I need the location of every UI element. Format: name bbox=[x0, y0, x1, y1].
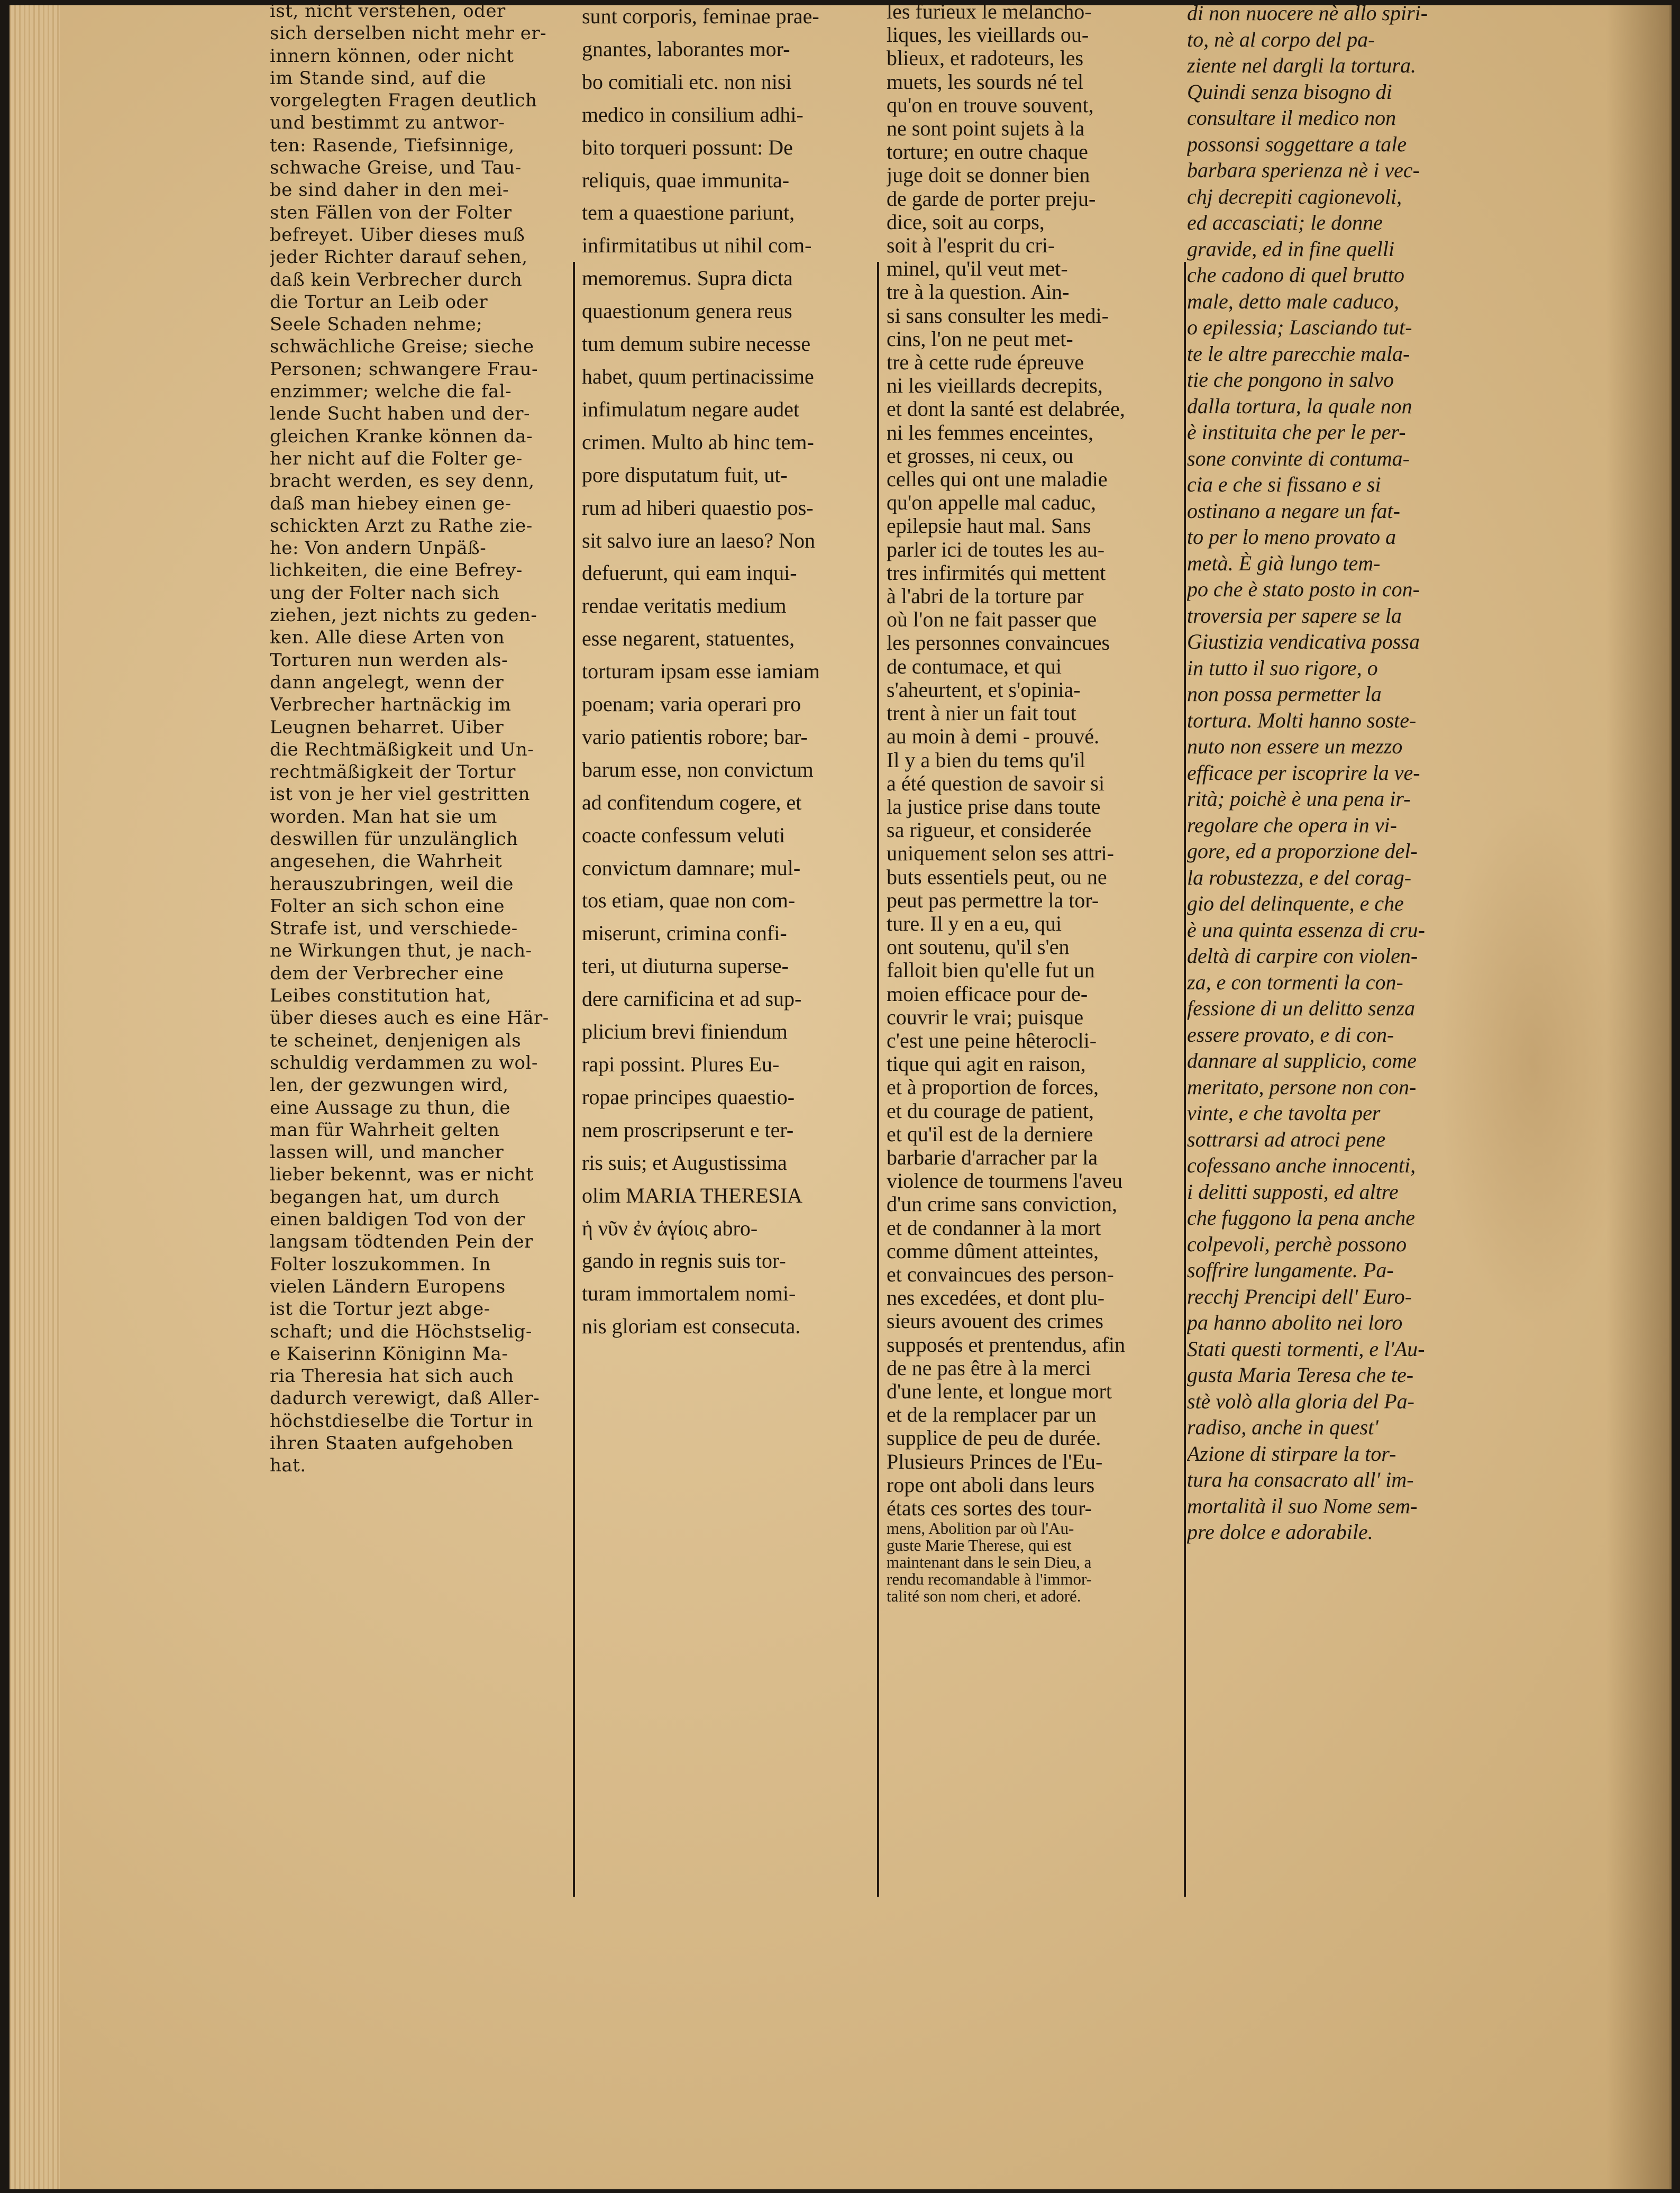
german-text-line: len, der gezwungen wird, bbox=[270, 1075, 509, 1096]
italian-text-line: cia e che si fissano e si bbox=[1187, 472, 1381, 496]
italian-text-line: recchj Prencipi dell' Euro- bbox=[1187, 1284, 1412, 1308]
german-text-line: e Kaiserinn Königinn Ma- bbox=[270, 1343, 508, 1364]
french-text-line: ni les vieillards decrepits, bbox=[887, 374, 1103, 398]
latin-text-line: dere carnificina et ad sup- bbox=[582, 987, 802, 1011]
german-text-line: schickten Arzt zu Rathe zie- bbox=[270, 515, 533, 536]
italian-text-line: to per lo meno provato a bbox=[1187, 525, 1396, 549]
latin-text-line: sit salvo iure an laeso? Non bbox=[582, 528, 815, 552]
italian-text-line: efficace per iscoprire la ve- bbox=[1187, 760, 1420, 785]
german-text-line: be sind daher in den mei- bbox=[270, 179, 509, 201]
french-text-line: minel, qu'il veut met- bbox=[887, 257, 1068, 281]
italian-text-line: ziente nel dargli la tortura. bbox=[1187, 53, 1416, 77]
german-text-line: die Rechtmäßigkeit und Un- bbox=[270, 739, 534, 760]
italian-text-line: deltà di carpire con violen- bbox=[1187, 944, 1418, 968]
french-text-line: buts essentiels peut, ou ne bbox=[887, 865, 1107, 889]
italian-text-line: dannare al supplicio, come bbox=[1187, 1049, 1417, 1072]
latin-text-line: crimen. Multo ab hinc tem- bbox=[582, 430, 814, 454]
latin-text-line: nis gloriam est consecuta. bbox=[582, 1314, 801, 1339]
italian-text-line: che fuggono la pena anche bbox=[1187, 1206, 1415, 1230]
french-text-line: de ne pas être à la merci bbox=[887, 1355, 1091, 1380]
italian-text-line: sottrarsi ad atroci pene bbox=[1187, 1127, 1386, 1151]
german-text-line: vorgelegten Fragen deutlich bbox=[270, 90, 537, 112]
french-text-line: ture. Il y en a eu, qui bbox=[887, 911, 1062, 935]
french-text-line: d'une lente, et longue mort bbox=[887, 1379, 1112, 1403]
italian-text-line: po che è stato posto in con- bbox=[1187, 577, 1420, 601]
italian-text-line: di non nuocere nè allo spiri- bbox=[1187, 1, 1428, 25]
french-text-line: comme dûment atteintes, bbox=[887, 1239, 1099, 1263]
italian-text-line: troversia per sapere se la bbox=[1187, 603, 1402, 627]
german-text-line: rechtmäßigkeit der Tortur bbox=[270, 761, 516, 783]
french-text-line: tique qui agit en raison, bbox=[887, 1052, 1086, 1076]
latin-text-line: ris suis; et Augustissima bbox=[582, 1150, 787, 1175]
german-text-line: im Stande sind, auf die bbox=[270, 67, 487, 89]
german-text-line: schaft; und die Höchstselig- bbox=[270, 1321, 532, 1342]
french-text-line: et de condanner à la mort bbox=[887, 1215, 1101, 1240]
italian-text-line: o epilessia; Lasciando tut- bbox=[1187, 315, 1412, 339]
french-text-line: ni les femmes enceintes, bbox=[887, 420, 1093, 444]
latin-text-line: reliquis, quae immunita- bbox=[582, 168, 790, 192]
french-text-line: uniquement selon ses attri- bbox=[887, 841, 1114, 866]
italian-text-line: za, e con tormenti la con- bbox=[1187, 970, 1403, 994]
italian-text-line: fessione di un delitto senza bbox=[1187, 996, 1416, 1020]
italian-text-line: possonsi soggettare a tale bbox=[1187, 132, 1407, 156]
italian-text-line: Stati questi tormenti, e l'Au- bbox=[1187, 1336, 1425, 1361]
french-text-line: de garde de porter preju- bbox=[887, 186, 1096, 211]
french-text-line: dice, soit au corps, bbox=[887, 210, 1045, 234]
italian-text-line: Quindi senza bisogno di bbox=[1187, 79, 1392, 104]
german-text-line: bracht werden, es sey denn, bbox=[270, 470, 535, 492]
french-text-line: soit à l'esprit du cri- bbox=[887, 233, 1055, 258]
german-column bbox=[270, 0, 566, 1635]
latin-text-line: bo comitiali etc. non nisi bbox=[582, 69, 792, 94]
german-text-line: dem der Verbrecher eine bbox=[270, 962, 504, 984]
italian-text-line: in tutto il suo rigore, o bbox=[1187, 656, 1378, 680]
german-text-line: dann angelegt, wenn der bbox=[270, 671, 504, 693]
latin-text-line: rum ad hiberi quaestio pos- bbox=[582, 495, 814, 520]
german-text-line: eine Aussage zu thun, die bbox=[270, 1097, 510, 1118]
french-text-line: les furieux le melancho- bbox=[887, 0, 1092, 23]
german-text-line: daß kein Verbrecher durch bbox=[270, 269, 523, 290]
french-text-line: falloit bien qu'elle fut un bbox=[887, 958, 1095, 982]
german-text-line: ne Wirkungen thut, je nach- bbox=[270, 940, 532, 962]
latin-text-line: tos etiam, quae non com- bbox=[582, 888, 796, 913]
french-text-line: juge doit se donner bien bbox=[887, 163, 1090, 187]
french-text-line: cins, l'on ne peut met- bbox=[887, 326, 1073, 351]
latin-text-line: medico in consilium adhi- bbox=[582, 102, 804, 126]
latin-text-line: infimulatum negare audet bbox=[582, 397, 799, 421]
italian-text-line: pa hanno abolito nei loro bbox=[1187, 1311, 1403, 1334]
german-text-line: Leugnen beharret. Uiber bbox=[270, 716, 504, 738]
french-text-line: états ces sortes des tour- bbox=[887, 1496, 1092, 1520]
italian-text-line: consultare il medico non bbox=[1187, 106, 1396, 130]
german-text-line: begangen hat, um durch bbox=[270, 1186, 500, 1208]
italian-text-line: radiso, anche in quest' bbox=[1187, 1415, 1378, 1439]
german-text-line: Strafe ist, und verschiede- bbox=[270, 918, 518, 940]
italian-text-line: i delitti supposti, ed altre bbox=[1187, 1179, 1399, 1204]
german-text-line: deswillen für unzulänglich bbox=[270, 828, 518, 850]
latin-text-line: olim MARIA THERESIA bbox=[582, 1183, 803, 1207]
column-divider bbox=[1184, 262, 1186, 1897]
german-text-line: angesehen, die Wahrheit bbox=[270, 851, 503, 872]
french-text-line: sa rigueur, et considerée bbox=[887, 818, 1092, 842]
latin-text-line: quaestionum genera reus bbox=[582, 299, 792, 323]
italian-text-line: vinte, e che tavolta per bbox=[1187, 1101, 1381, 1125]
italian-text-line: meritato, persone non con- bbox=[1187, 1075, 1417, 1099]
latin-text-line: rendae veritatis medium bbox=[582, 594, 787, 618]
latin-text-line: coacte confessum veluti bbox=[582, 823, 786, 847]
german-text-line: ihren Staaten aufgehoben bbox=[270, 1433, 514, 1454]
latin-text-line: infirmitatibus ut nihil com- bbox=[582, 233, 812, 258]
french-text-line: à l'abri de la torture par bbox=[887, 584, 1084, 608]
german-text-line: man für Wahrheit gelten bbox=[270, 1119, 500, 1141]
italian-text-line: to, nè al corpo del pa- bbox=[1187, 27, 1375, 51]
german-text-line: befreyet. Uiber dieses muß bbox=[270, 224, 525, 245]
french-text-line: torture; en outre chaque bbox=[887, 140, 1088, 164]
italian-text-line: pre dolce e adorabile. bbox=[1187, 1520, 1373, 1544]
french-text-line: supposés et prentendus, afin bbox=[887, 1332, 1126, 1357]
french-text-line: et à proportion de forces, bbox=[887, 1075, 1099, 1099]
german-text-line: Leibes constitution hat, bbox=[270, 985, 492, 1007]
french-text-line: qu'on appelle mal caduc, bbox=[887, 490, 1096, 515]
german-text-line: vielen Ländern Europens bbox=[270, 1276, 506, 1297]
latin-text-line: miserunt, crimina confi- bbox=[582, 921, 787, 945]
french-text-line: tres infirmités qui mettent bbox=[887, 560, 1106, 585]
german-text-line: her nicht auf die Folter ge- bbox=[270, 448, 523, 469]
french-text-line: celles qui ont une maladie bbox=[887, 467, 1108, 492]
german-text-line: gleichen Kranke können da- bbox=[270, 425, 533, 447]
french-text-line: et grosses, ni ceux, ou bbox=[887, 443, 1074, 468]
german-text-line: lichkeiten, die eine Befrey- bbox=[270, 560, 523, 581]
latin-text-line: poenam; varia operari pro bbox=[582, 692, 801, 716]
german-text-line: Verbrecher hartnäckig im bbox=[270, 694, 512, 716]
french-text-line: c'est une peine hêterocli- bbox=[887, 1028, 1097, 1052]
italian-text-line: gusta Maria Teresa che te- bbox=[1187, 1363, 1414, 1387]
german-text-line: ist die Tortur jezt abge- bbox=[270, 1298, 490, 1320]
italian-text-line: la robustezza, e del corag- bbox=[1187, 865, 1412, 889]
french-text-line: et du courage de patient, bbox=[887, 1098, 1094, 1123]
italian-text-line: tura ha consacrato all' im- bbox=[1187, 1468, 1414, 1491]
column-divider bbox=[573, 262, 575, 1897]
german-text-line: lassen will, und mancher bbox=[270, 1142, 504, 1163]
page-edge-shadow bbox=[10, 5, 60, 2189]
italian-column bbox=[1187, 0, 1494, 1635]
german-text-line: Folter an sich schon eine bbox=[270, 895, 505, 917]
german-text-line: daß man hiebey einen ge- bbox=[270, 493, 512, 514]
french-column bbox=[887, 0, 1183, 1635]
german-text-line: ist von je her viel gestritten bbox=[270, 784, 531, 805]
latin-text-line: bito torqueri possunt: De bbox=[582, 135, 793, 159]
german-text-line: te scheinet, denjenigen als bbox=[270, 1030, 522, 1051]
german-text-line: die Tortur an Leib oder bbox=[270, 291, 488, 313]
french-text-line: peut pas permettre la tor- bbox=[887, 888, 1099, 912]
italian-text-line: Azione di stirpare la tor- bbox=[1187, 1441, 1396, 1466]
italian-text-line: chj decrepiti cagionevoli, bbox=[1187, 184, 1402, 208]
italian-text-line: essere provato, e di con- bbox=[1187, 1022, 1394, 1047]
latin-text-line: habet, quum pertinacissime bbox=[582, 364, 814, 388]
italian-text-line: cofessano anche innocenti, bbox=[1187, 1153, 1416, 1177]
french-text-line: si sans consulter les medi- bbox=[887, 303, 1109, 327]
italian-text-line: ostinano a negare un fat- bbox=[1187, 498, 1400, 523]
german-text-line: enzimmer; welche die fal- bbox=[270, 381, 512, 403]
french-text-line: et dont la santé est delabrée, bbox=[887, 397, 1125, 421]
french-text-line: rendu recomandable à l'immor- bbox=[887, 1570, 1092, 1589]
german-text-line: he: Von andern Unpäß- bbox=[270, 538, 487, 559]
german-text-line: worden. Man hat sie um bbox=[270, 806, 498, 827]
latin-text-line: sunt corporis, feminae prae- bbox=[582, 4, 819, 28]
italian-text-line: rità; poichè è una pena ir- bbox=[1187, 787, 1411, 811]
german-text-line: herauszubringen, weil die bbox=[270, 873, 514, 895]
italian-text-line: soffrire lungamente. Pa- bbox=[1187, 1258, 1394, 1282]
italian-text-line: regolare che opera in vi- bbox=[1187, 813, 1397, 837]
french-text-line: sieurs avouent des crimes bbox=[887, 1309, 1103, 1333]
german-text-line: innern können, oder nicht bbox=[270, 45, 514, 67]
french-text-line: barbarie d'arracher par la bbox=[887, 1145, 1098, 1169]
german-text-line: Torturen nun werden als- bbox=[270, 649, 508, 671]
latin-text-line: tum demum subire necesse bbox=[582, 332, 811, 356]
french-text-line: parler ici de toutes les au- bbox=[887, 537, 1105, 561]
latin-text-line: defuerunt, qui eam inqui- bbox=[582, 561, 797, 585]
italian-text-line: tortura. Molti hanno soste- bbox=[1187, 708, 1417, 732]
french-text-line: tre à la question. Ain- bbox=[887, 280, 1070, 304]
latin-text-line: ad confitendum cogere, et bbox=[582, 790, 802, 814]
german-text-line: höchstdieselbe die Tortur in bbox=[270, 1410, 534, 1432]
french-text-line: et qu'il est de la derniere bbox=[887, 1122, 1093, 1146]
italian-text-line: barbara sperienza nè i vec- bbox=[1187, 158, 1420, 182]
german-text-line: sten Fällen von der Folter bbox=[270, 202, 512, 223]
italian-text-line: gravide, ed in fine quelli bbox=[1187, 236, 1395, 261]
german-text-line: über dieses auch es eine Här- bbox=[270, 1007, 549, 1029]
latin-text-line: nem proscripserunt e ter- bbox=[582, 1117, 794, 1142]
german-text-line: ken. Alle diese Arten von bbox=[270, 627, 505, 649]
italian-text-line: metà. È già lungo tem- bbox=[1187, 551, 1381, 575]
german-text-line: jeder Richter darauf sehen, bbox=[270, 247, 528, 268]
italian-text-line: nuto non essere un mezzo bbox=[1187, 734, 1403, 758]
italian-text-line: che cadono di quel brutto bbox=[1187, 263, 1405, 287]
italian-text-line: tie che pongono in salvo bbox=[1187, 368, 1394, 392]
latin-text-line: barum esse, non convictum bbox=[582, 757, 814, 781]
french-text-line: couvrir le vrai; puisque bbox=[887, 1005, 1084, 1029]
italian-text-line: è instituita che per le per- bbox=[1187, 420, 1406, 444]
italian-text-line: gore, ed a proporzione del- bbox=[1187, 839, 1418, 863]
italian-text-line: mortalità il suo Nome sem- bbox=[1187, 1494, 1418, 1518]
french-text-line: Il y a bien du tems qu'il bbox=[887, 748, 1086, 772]
latin-text-line: ἡ νῦν ἐν ἁγίοις abro- bbox=[582, 1216, 758, 1240]
italian-text-line: stè volò alla gloria del Pa- bbox=[1187, 1389, 1414, 1413]
latin-text-line: rapi possint. Plures Eu- bbox=[582, 1052, 780, 1076]
german-text-line: langsam tödtenden Pein der bbox=[270, 1231, 533, 1253]
french-text-line: ont soutenu, qu'il s'en bbox=[887, 935, 1070, 959]
french-text-line: maintenant dans le sein Dieu, a bbox=[887, 1553, 1092, 1572]
french-text-line: qu'on en trouve souvent, bbox=[887, 93, 1094, 117]
french-text-line: mens, Abolition par où l'Au- bbox=[887, 1519, 1074, 1538]
italian-text-line: gio del delinquente, e che bbox=[1187, 891, 1404, 915]
german-text-line: dadurch verewigt, daß Aller- bbox=[270, 1388, 540, 1409]
french-text-line: blieux, et radoteurs, les bbox=[887, 46, 1084, 70]
french-text-line: epilepsie haut mal. Sans bbox=[887, 514, 1091, 538]
french-text-line: tre à cette rude épreuve bbox=[887, 350, 1084, 375]
german-text-line: ten: Rasende, Tiefsinnige, bbox=[270, 134, 515, 156]
french-text-line: d'un crime sans conviction, bbox=[887, 1192, 1117, 1216]
french-text-line: trent à nier un fait tout bbox=[887, 701, 1076, 725]
latin-text-line: pore disputatum fuit, ut- bbox=[582, 462, 788, 487]
latin-text-line: ropae principes quaestio- bbox=[582, 1085, 795, 1109]
italian-text-line: male, detto male caduco, bbox=[1187, 289, 1399, 313]
french-text-line: et de la remplacer par un bbox=[887, 1403, 1097, 1427]
german-text-line: Personen; schwangere Frau- bbox=[270, 358, 538, 380]
latin-text-line: turam immortalem nomi- bbox=[582, 1281, 796, 1306]
french-text-line: a été question de savoir si bbox=[887, 771, 1105, 795]
latin-text-line: convictum damnare; mul- bbox=[582, 856, 801, 880]
italian-text-line: te le altre parecchie mala- bbox=[1187, 341, 1410, 366]
italian-text-line: ed accasciati; le donne bbox=[1187, 211, 1383, 234]
french-text-line: ne sont point sujets à la bbox=[887, 116, 1085, 141]
german-text-line: ria Theresia hat sich auch bbox=[270, 1366, 514, 1387]
italian-text-line: non possa permetter la bbox=[1187, 682, 1382, 706]
german-text-line: Folter loszukommen. In bbox=[270, 1253, 491, 1275]
italian-text-line: Giustizia vendicativa possa bbox=[1187, 630, 1420, 653]
french-text-line: talité son nom cheri, et adoré. bbox=[887, 1587, 1081, 1606]
german-text-line: einen baldigen Tod von der bbox=[270, 1209, 525, 1231]
latin-text-line: memoremus. Supra dicta bbox=[582, 266, 793, 290]
german-text-line: ist, nicht verstehen, oder bbox=[270, 1, 506, 22]
french-text-line: s'aheurtent, et s'opinia- bbox=[887, 677, 1081, 702]
latin-text-line: esse negarent, statuentes, bbox=[582, 626, 795, 651]
italian-text-line: è una quinta essenza di cru- bbox=[1187, 917, 1425, 942]
french-text-line: rope ont aboli dans leurs bbox=[887, 1472, 1095, 1497]
french-text-line: liques, les vieillards ou- bbox=[887, 23, 1089, 47]
german-text-line: lende Sucht haben und der- bbox=[270, 403, 530, 425]
german-text-line: hat. bbox=[270, 1455, 306, 1477]
german-text-line: schuldig verdammen zu wol- bbox=[270, 1052, 538, 1073]
latin-text-line: tem a quaestione pariunt, bbox=[582, 201, 795, 225]
latin-text-line: teri, ut diuturna superse- bbox=[582, 954, 789, 978]
latin-text-line: plicium brevi finiendum bbox=[582, 1020, 788, 1044]
italian-text-line: dalla tortura, la quale non bbox=[1187, 394, 1412, 418]
french-text-line: guste Marie Therese, qui est bbox=[887, 1536, 1072, 1555]
french-text-line: violence de tourmens l'aveu bbox=[887, 1169, 1122, 1193]
german-text-line: ziehen, jezt nichts zu geden- bbox=[270, 605, 537, 626]
french-text-line: moien efficace pour de- bbox=[887, 981, 1088, 1006]
french-text-line: muets, les sourds né tel bbox=[887, 69, 1084, 94]
german-text-line: schwächliche Greise; sieche bbox=[270, 336, 534, 358]
german-text-line: lieber bekennt, was er nicht bbox=[270, 1164, 534, 1186]
french-text-line: la justice prise dans toute bbox=[887, 794, 1101, 818]
german-text-line: sich derselben nicht mehr er- bbox=[270, 23, 547, 44]
latin-text-line: gnantes, laborantes mor- bbox=[582, 37, 790, 61]
french-text-line: nes excedées, et dont plu- bbox=[887, 1286, 1105, 1310]
column-divider bbox=[877, 262, 879, 1897]
french-text-line: et convaincues des person- bbox=[887, 1262, 1114, 1286]
french-text-line: où l'on ne fait passer que bbox=[887, 607, 1097, 632]
italian-text-line: sone convinte di contuma- bbox=[1187, 446, 1410, 470]
german-text-line: ung der Folter nach sich bbox=[270, 582, 500, 604]
latin-text-line: gando in regnis suis tor- bbox=[582, 1249, 786, 1273]
french-text-line: supplice de peu de durée. bbox=[887, 1426, 1101, 1450]
german-text-line: Seele Schaden nehme; bbox=[270, 314, 483, 335]
italian-text-line: colpevoli, perchè possono bbox=[1187, 1232, 1407, 1256]
latin-text-line: vario patientis robore; bar- bbox=[582, 724, 808, 749]
german-text-line: und bestimmt zu antwor- bbox=[270, 112, 505, 134]
latin-column bbox=[582, 0, 878, 1635]
french-text-line: les personnes convaincues bbox=[887, 631, 1110, 655]
german-text-line: schwache Greise, und Tau- bbox=[270, 157, 522, 179]
french-text-line: de contumace, et qui bbox=[887, 654, 1062, 678]
french-text-line: au moin à demi - prouvé. bbox=[887, 724, 1100, 749]
latin-text-line: torturam ipsam esse iamiam bbox=[582, 659, 820, 684]
french-text-line: Plusieurs Princes de l'Eu- bbox=[887, 1449, 1103, 1473]
